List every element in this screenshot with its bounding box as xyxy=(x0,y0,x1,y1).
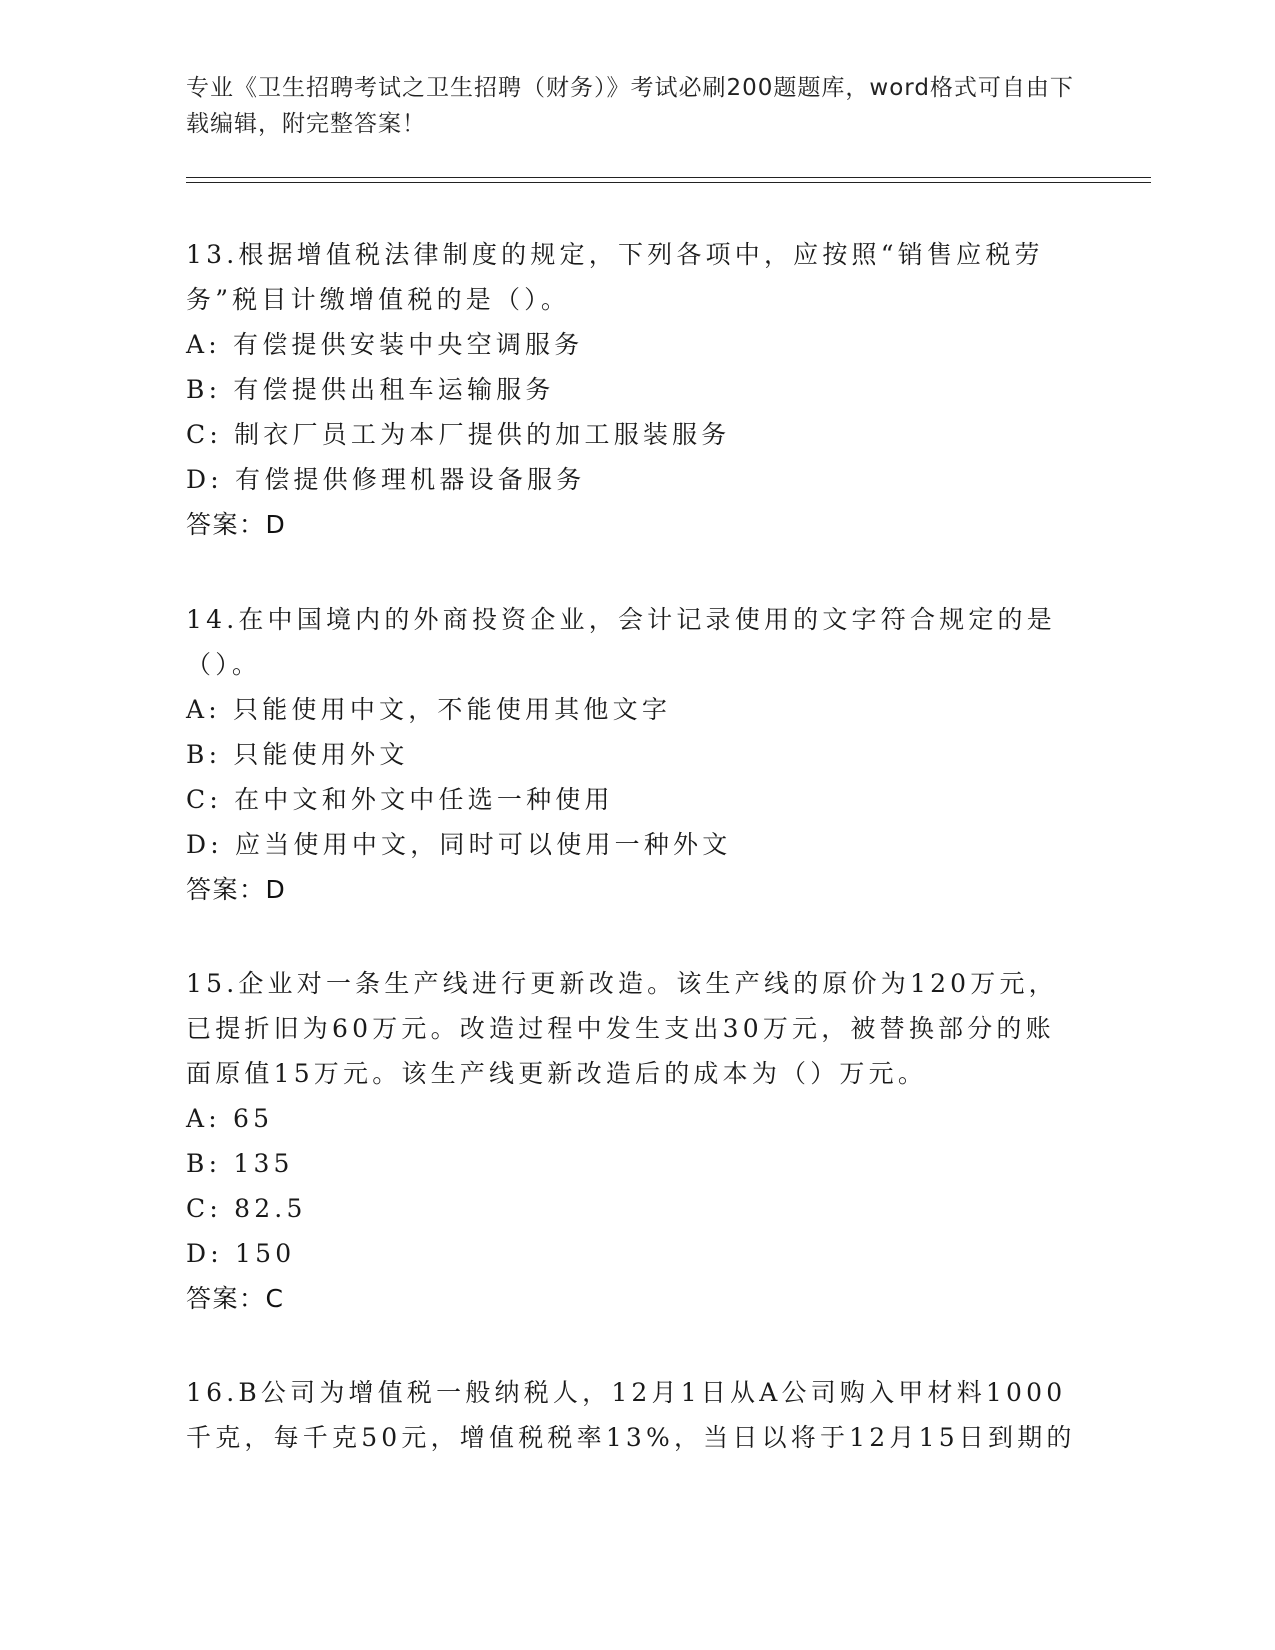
option-d: D: 应当使用中文，同时可以使用一种外文 xyxy=(186,830,732,859)
document-header: 专业《卫生招聘考试之卫生招聘（财务）》考试必刷200题题库，word格式可自由下载编辑，附完整答案！ xyxy=(186,75,1074,137)
answer: 答案：D xyxy=(186,510,287,539)
question-stem: 14.在中国境内的外商投资企业，会计记录使用的文字符合规定的是（）。 xyxy=(186,605,1056,679)
question-stem: 16.B公司为增值税一般纳税人，12月1日从A公司购入甲材料1000千克，每千克50元，增值税税率13%，当日以将于12月15日到期的 xyxy=(186,1378,1076,1452)
header-divider-top xyxy=(186,177,1151,178)
option-a: A: 有偿提供安装中央空调服务 xyxy=(186,330,584,359)
option-b: B: 有偿提供出租车运输服务 xyxy=(186,375,555,404)
option-d: D: 150 xyxy=(186,1239,296,1268)
question-14 xyxy=(186,597,1076,912)
answer: 答案：C xyxy=(186,1284,285,1313)
option-b: B: 135 xyxy=(186,1149,294,1178)
question-13 xyxy=(186,232,1076,547)
question-stem: 13.根据增值税法律制度的规定，下列各项中，应按照“销售应税劳务”税目计缴增值税的是（）。 xyxy=(186,240,1044,314)
question-16 xyxy=(186,1370,1076,1460)
option-a: A: 只能使用中文，不能使用其他文字 xyxy=(186,695,672,724)
option-d: D: 有偿提供修理机器设备服务 xyxy=(186,465,586,494)
option-b: B: 只能使用外文 xyxy=(186,740,409,769)
option-c: C: 制衣厂员工为本厂提供的加工服装服务 xyxy=(186,420,731,449)
option-a: A: 65 xyxy=(186,1104,274,1133)
option-c: C: 82.5 xyxy=(186,1194,307,1223)
option-c: C: 在中文和外文中任选一种使用 xyxy=(186,785,614,814)
header-divider-bottom xyxy=(186,182,1151,183)
question-15 xyxy=(186,961,1076,1321)
answer: 答案：D xyxy=(186,875,287,904)
question-stem: 15.企业对一条生产线进行更新改造。该生产线的原价为120万元，已提折旧为60万元。改造过程中发生支出30万元，被替换部分的账面原值15万元。该生产线更新改造后的成本为（）万元。 xyxy=(186,969,1058,1088)
